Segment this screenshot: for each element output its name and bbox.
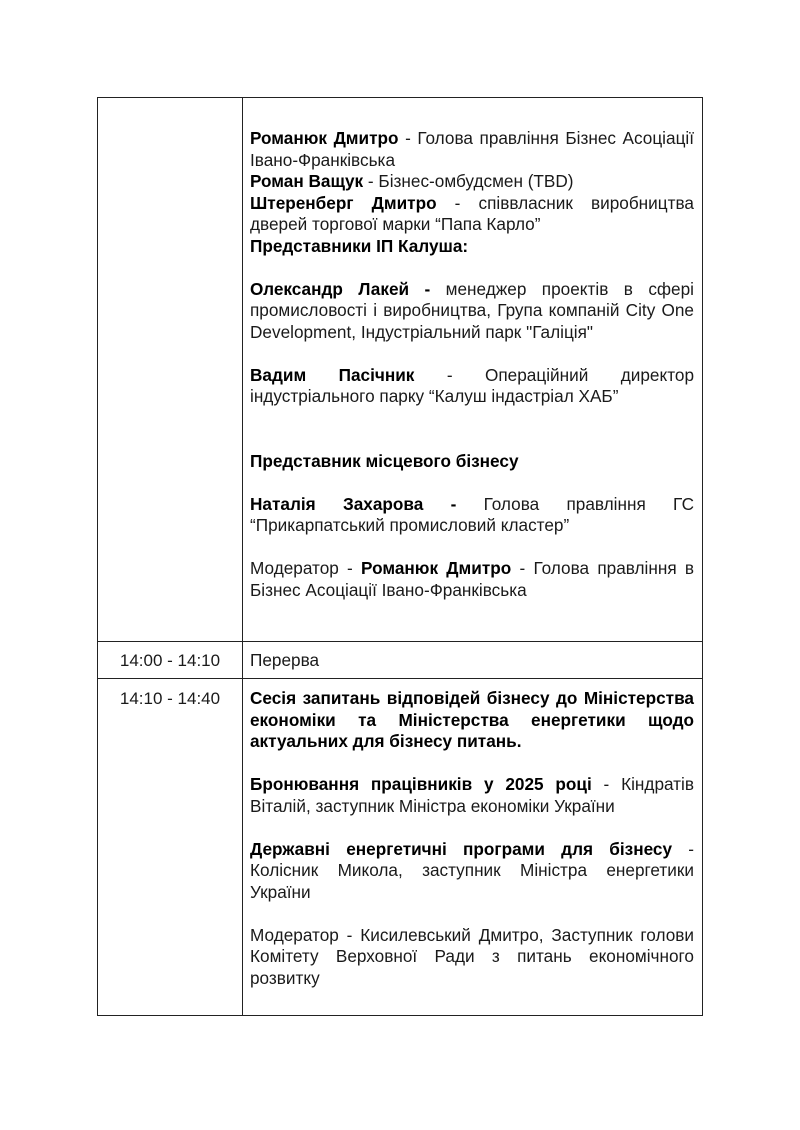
speaker-entry: Романюк Дмитро - Голова правління Бізнес Асоціації Івано-Франківська (250, 128, 695, 170)
speaker-entry: Вадим Пасічник - Операційний директор індустріального парку “Калуш індастріал ХАБ” (250, 364, 694, 406)
session-item: Бронювання працівників у 2025 році - Кіндратів Віталій, заступник Міністра економіки України (250, 774, 694, 816)
time-cell: 14:10 - 14:40 (98, 679, 243, 1016)
time-cell (98, 98, 243, 642)
time-cell: 14:00 - 14:10 (98, 642, 243, 679)
break-label: Перерва (250, 650, 320, 670)
table-row (98, 679, 703, 1016)
agenda-table (97, 97, 703, 1016)
table-row (98, 642, 703, 679)
session-item: Державні енергетичні програми для бізнесу - Колісник Микола, заступник Міністра енергетики України (250, 838, 695, 902)
moderator-entry: Модератор - Романюк Дмитро - Голова правління в Бізнес Асоціації Івано-Франківська (250, 558, 695, 600)
section-heading: Представники ІП Калуша: (250, 235, 469, 256)
session-title: Сесія запитань відповідей бізнесу до Міністерства економіки та Міністерства енергетики щодо актуальних для бізнесу питань. (250, 688, 694, 751)
content-cell (243, 679, 703, 1016)
speaker-entry: Наталія Захарова - Голова правління ГС “Прикарпатський промисловий кластер” (250, 493, 694, 535)
speaker-entry: Роман Ващук - Бізнес-омбудсмен (TBD) (250, 171, 574, 191)
content-cell (243, 642, 703, 679)
speaker-entry: Олександр Лакей - менеджер проектів в сфері промисловості і виробництва, Група компаній City One Development, Індустріальний парк "Галіція" (250, 278, 694, 342)
section-heading: Представник місцевого бізнесу (250, 450, 519, 471)
speaker-entry: Штеренберг Дмитро - співвласник виробництва дверей торгової марки “Папа Карло” (250, 192, 694, 234)
moderator-entry: Модератор - Кисилевський Дмитро, Заступник голови Комітету Верховної Ради з питань економічного розвитку (250, 924, 694, 988)
content-cell (243, 98, 703, 642)
table-row (98, 98, 703, 642)
